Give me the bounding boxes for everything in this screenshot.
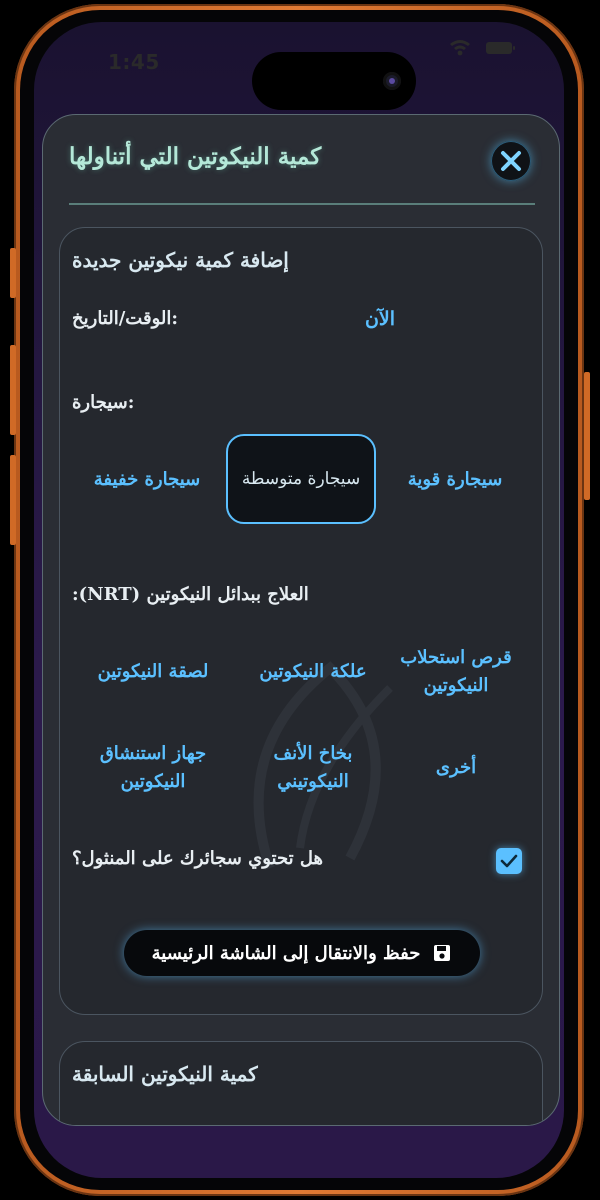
nicotine-intake-modal (42, 114, 560, 1126)
checkmark-icon (496, 848, 522, 874)
menthol-question: هل تحتوي سجائرك على المنثول؟ (72, 848, 323, 869)
save-and-go-home-button[interactable] (124, 930, 480, 976)
nrt-option-gum[interactable]: علكة النيكوتين (259, 661, 367, 682)
dynamic-island (252, 52, 416, 110)
side-button-mute (10, 248, 16, 298)
side-button-volume-up (10, 345, 16, 435)
modal-title: كمية النيكوتين التي أتناولها (69, 143, 322, 170)
datetime-label: الوقت/التاريخ: (72, 308, 179, 329)
cigarette-option-medium[interactable]: سيجارة متوسطة (226, 434, 376, 524)
nrt-option-patch[interactable]: لصقة النيكوتين (97, 661, 209, 682)
datetime-value[interactable]: الآن (364, 308, 396, 330)
close-x-icon (491, 141, 531, 181)
previous-section-title: كمية النيكوتين السابقة (72, 1062, 258, 1086)
nrt-option-lozenge[interactable]: قرص استحلاب النيكوتين (400, 647, 512, 696)
nrt-option-inhaler[interactable]: جهاز استنشاق النيكوتين (99, 743, 207, 792)
save-button-label: حفظ والانتقال إلى الشاشة الرئيسية (151, 942, 421, 964)
nrt-option-nasal-spray[interactable]: بخاخ الأنف النيكوتيني (273, 743, 353, 792)
cigarette-option-light[interactable]: سيجارة خفيفة (93, 469, 201, 490)
close-button[interactable] (491, 141, 531, 181)
nrt-label: العلاج ببدائل النيكوتين (NRT): (72, 584, 309, 605)
cigarette-option-strong[interactable]: سيجارة قوية (407, 469, 503, 490)
nrt-option-other[interactable]: أخرى (435, 757, 477, 778)
side-button-power (584, 372, 590, 500)
add-section-title: إضافة كمية نيكوتين جديدة (72, 248, 289, 272)
floppy-disk-icon (432, 943, 452, 963)
battery-icon (486, 42, 515, 54)
title-divider (69, 203, 535, 205)
cigarette-label: سيجارة: (72, 392, 135, 413)
camera-icon (383, 72, 401, 90)
side-button-volume-down (10, 455, 16, 545)
status-time: 1:45 (108, 50, 160, 74)
menthol-checkbox[interactable] (496, 848, 522, 874)
wifi-icon (450, 40, 470, 55)
previous-nicotine-card (59, 1041, 543, 1126)
status-icons (446, 38, 546, 58)
add-nicotine-card (59, 227, 543, 1015)
